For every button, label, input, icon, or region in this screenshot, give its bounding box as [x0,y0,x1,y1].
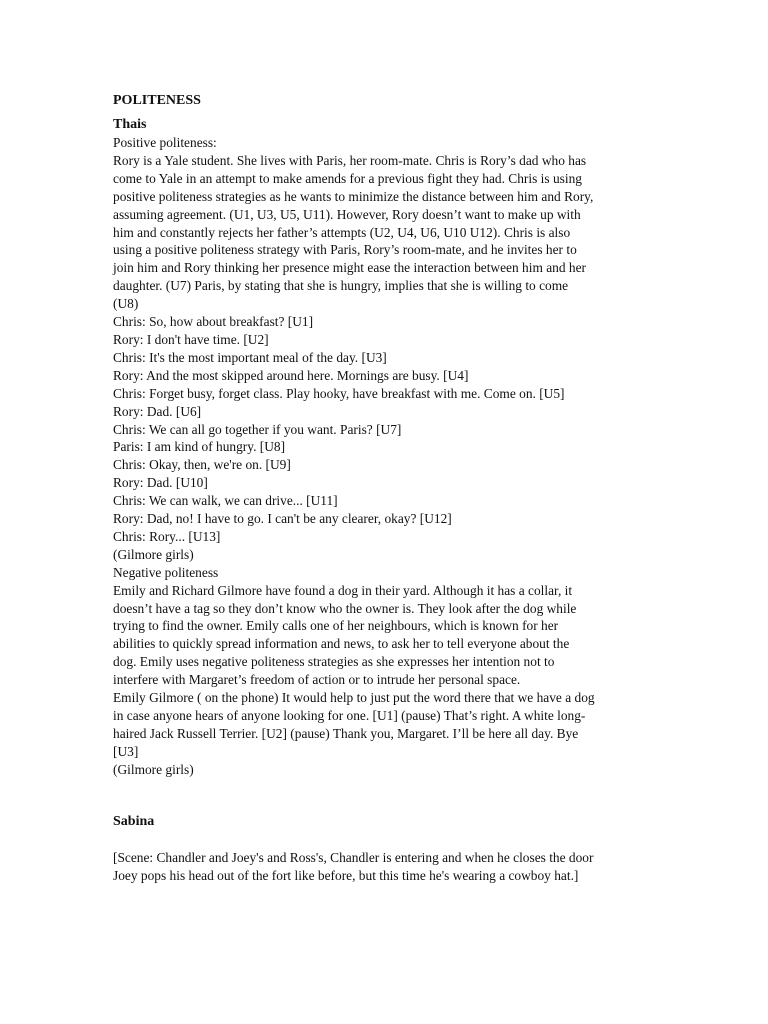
dialogue-line: Rory: And the most skipped around here. Mornings are busy. [U4] [113,367,469,383]
dialogue-line: Rory: Dad. [U6] [113,403,202,419]
text-line: abilities to quickly spread information and news, to ask her to tell everyone about the [113,636,570,652]
text-line: doesn’t have a tag so they don’t know who the owner is. They look after the dog while [113,600,577,616]
text-line: Emily and Richard Gilmore have found a dog in their yard. Although it has a collar, it [113,582,573,598]
dialogue-line: Chris: Rory... [U13] [113,528,221,544]
dialogue-line: Chris: We can all go together if you want. Paris? [U7] [113,421,402,437]
negative-paragraph [113,582,658,689]
scene-paragraph [113,849,658,885]
text-line: daughter. (U7) Paris, by stating that she is hungry, implies that she is willing to come [113,278,569,294]
dialogue-line: Chris: Forget busy, forget class. Play hooky, have breakfast with me. Come on. [U5] [113,385,565,401]
dialogue-line: Paris: I am kind of hungry. [U8] [113,439,286,455]
text-line: haired Jack Russell Terrier. [U2] (pause) Thank you, Margaret. I’ll be here all day. Bye [113,725,579,741]
positive-heading: Positive politeness: [113,135,217,150]
spacer [113,831,658,849]
document-title: POLITENESS [113,93,201,108]
text-line: Joey pops his head out of the fort like before, but this time he's wearing a cowboy hat.] [113,867,579,883]
phone-paragraph [113,689,658,761]
text-line: assuming agreement. (U1, U3, U5, U11). However, Rory doesn’t want to make up with [113,206,581,222]
dialogue-line: Rory: I don't have time. [U2] [113,331,269,347]
text-line: in case anyone hears of anyone looking for one. [U1] (pause) That’s right. A white long- [113,708,586,723]
author-sabina: Sabina [113,813,155,829]
dialogue-block [113,313,658,564]
text-line: trying to find the owner. Emily calls one of her neighbours, which is known for her [113,618,559,634]
text-line: Rory is a Yale student. She lives with Paris, her room-mate. Chris is Rory’s dad who has [113,152,587,168]
spacer [113,779,658,813]
dialogue-line: Rory: Dad, no! I have to go. I can't be any clearer, okay? [U12] [113,511,452,527]
text-line: join him and Rory thinking her presence might ease the interaction between him and her [113,260,586,276]
text-line: dog. Emily uses negative politeness strategies as she expresses her intention not to [113,654,555,670]
source-citation: (Gilmore girls) [113,546,194,562]
text-line: Emily Gilmore ( on the phone) It would help to just put the word there that we have a dog [113,690,595,706]
dialogue-line: Chris: Okay, then, we're on. [U9] [113,457,291,473]
text-line: [Scene: Chandler and Joey's and Ross's, Chandler is entering and when he closes the door [113,849,594,865]
dialogue-line: Chris: We can walk, we can drive... [U11] [113,493,338,509]
dialogue-line: Chris: It's the most important meal of the day. [U3] [113,349,387,365]
dialogue-line: Chris: So, how about breakfast? [U1] [113,314,314,330]
source-citation: (Gilmore girls) [113,761,194,777]
positive-paragraph [113,152,658,313]
text-line: positive politeness strategies as he wants to minimize the distance between him and Rory, [113,188,594,204]
text-line: interfere with Margaret’s freedom of action or to intrude her personal space. [113,672,521,688]
text-line: [U3] [113,743,139,759]
negative-heading: Negative politeness [113,564,219,580]
document-page [113,92,658,884]
text-line: using a positive politeness strategy with Paris, Rory’s room-mate, and he invites her to [113,242,577,258]
text-line: come to Yale in an attempt to make amends for a previous fight they had. Chris is using [113,170,582,186]
text-line: (U8) [113,296,139,312]
author-thais: Thais [113,117,147,132]
text-line: him and constantly rejects her father’s attempts (U2, U4, U6, U10 U12). Chris is also [113,224,571,240]
dialogue-line: Rory: Dad. [U10] [113,475,208,491]
